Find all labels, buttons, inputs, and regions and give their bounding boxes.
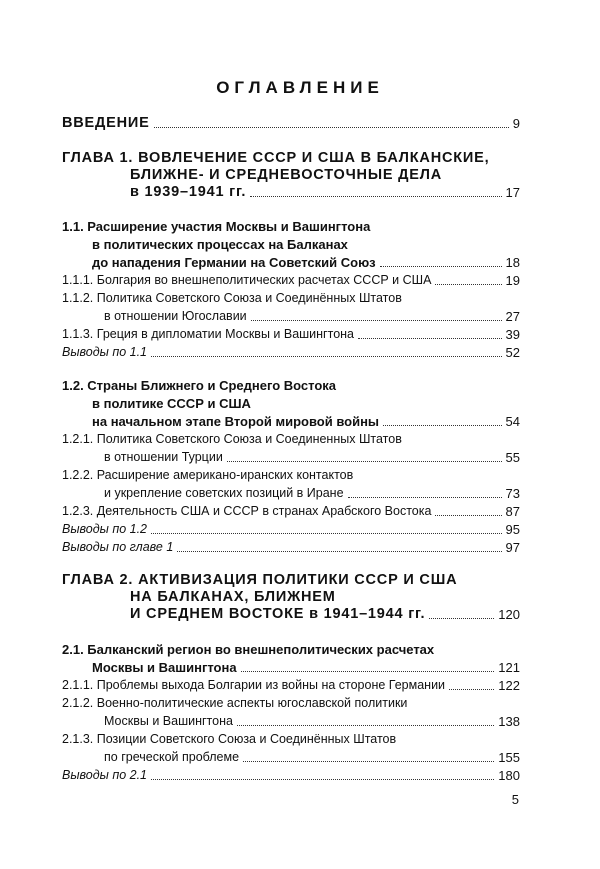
leader-dots	[241, 670, 495, 672]
chapter-1-title-line-2: БЛИЖНЕ- И СРЕДНЕВОСТОЧНЫЕ ДЕЛА	[130, 167, 442, 183]
page-number: 180	[498, 768, 520, 783]
leader-dots	[151, 532, 502, 534]
toc-entry-1-2-1[interactable]	[104, 450, 520, 465]
toc-entry-2-1-1[interactable]	[62, 678, 520, 693]
leader-dots	[429, 617, 494, 619]
page-title: ОГЛАВЛЕНИЕ	[216, 78, 384, 97]
entry-title: и укрепление советских позиций в Иране	[104, 486, 344, 500]
toc-entry-conclusions-chapter-1[interactable]	[62, 540, 520, 555]
section-1-2-title-line-2: в политике СССР и США	[92, 396, 251, 411]
chapter-1-title-line-1: ГЛАВА 1. ВОВЛЕЧЕНИЕ СССР И США В БАЛКАНСКИЕ,	[62, 150, 490, 166]
leader-dots	[348, 496, 502, 498]
page-number: 122	[498, 678, 520, 693]
entry-title: Москвы и Вашингтона	[92, 660, 237, 675]
leader-dots	[435, 283, 501, 285]
leader-dots	[243, 760, 494, 762]
toc-entry-conclusions-1-2[interactable]	[62, 522, 520, 537]
page-number: 121	[498, 660, 520, 675]
section-2-1-3-title-line-1: 2.1.3. Позиции Советского Союза и Соединённых Штатов	[62, 732, 397, 746]
page-number: 97	[505, 540, 520, 555]
toc-entry-chapter-1[interactable]	[130, 185, 520, 200]
page-number: 19	[505, 273, 520, 288]
toc-entry-1-2[interactable]	[92, 414, 520, 429]
section-1-1-2-title-line-1: 1.1.2. Политика Советского Союза и Соединённых Штатов	[62, 291, 402, 305]
entry-title: Выводы по 2.1	[62, 768, 147, 782]
page-number: 27	[505, 309, 520, 324]
toc-entry-conclusions-2-1[interactable]	[62, 768, 520, 783]
section-2-1-title-line-1: 2.1. Балканский регион во внешнеполитических расчетах	[62, 642, 435, 657]
page-number: 17	[505, 185, 520, 200]
page-folio: 5	[511, 792, 519, 807]
page-number: 52	[505, 345, 520, 360]
page-number: 55	[505, 450, 520, 465]
entry-title: в отношении Турции	[104, 450, 223, 464]
page-number: 73	[505, 486, 520, 501]
page-number: 9	[512, 116, 520, 131]
leader-dots	[383, 424, 502, 426]
page-number: 18	[505, 255, 520, 270]
page-number: 155	[498, 750, 520, 765]
entry-title: по греческой проблеме	[104, 750, 240, 764]
toc-entry-1-1-1[interactable]	[62, 273, 520, 288]
leader-dots	[177, 550, 501, 552]
leader-dots	[154, 126, 509, 128]
page-number: 138	[498, 714, 520, 729]
entry-title: на начальном этапе Второй мировой войны	[92, 414, 380, 429]
leader-dots	[358, 337, 502, 339]
page-number: 120	[498, 607, 520, 622]
entry-title: в отношении Югославии	[104, 309, 247, 323]
page-number: 95	[505, 522, 520, 537]
section-1-2-title-line-1: 1.2. Страны Ближнего и Среднего Востока	[62, 378, 337, 393]
leader-dots	[250, 195, 501, 197]
section-1-2-2-title-line-1: 1.2.2. Расширение американо-иранских контактов	[62, 468, 354, 482]
toc-entry-1-2-3[interactable]	[62, 504, 520, 519]
entry-title: Выводы по 1.1	[62, 345, 147, 359]
toc-entry-chapter-2[interactable]	[130, 607, 520, 622]
entry-title: до нападения Германии на Советский Союз	[92, 255, 376, 270]
leader-dots	[227, 460, 502, 462]
entry-title: 1.1.3. Греция в дипломатии Москвы и Вашингтона	[62, 327, 355, 341]
section-2-1-2-title-line-1: 2.1.2. Военно-политические аспекты югославской политики	[62, 696, 408, 710]
chapter-2-title-line-1: ГЛАВА 2. АКТИВИЗАЦИЯ ПОЛИТИКИ СССР И США	[62, 572, 458, 588]
entry-title: Выводы по 1.2	[62, 522, 147, 536]
toc-entry-1-1-2[interactable]	[104, 309, 520, 324]
page-number: 54	[505, 414, 520, 429]
entry-title: Выводы по главе 1	[62, 540, 174, 554]
entry-title: ВВЕДЕНИЕ	[62, 115, 150, 131]
leader-dots	[151, 778, 494, 780]
entry-title: И СРЕДНЕМ ВОСТОКЕ в 1941–1944 гг.	[130, 606, 426, 622]
page-number: 87	[505, 504, 520, 519]
page-number: 39	[505, 327, 520, 342]
toc-entry-2-1-3[interactable]	[104, 750, 520, 765]
entry-title: 1.2.3. Деятельность США и СССР в странах Арабского Востока	[62, 504, 432, 518]
leader-dots	[435, 514, 501, 516]
toc-entry-conclusions-1-1[interactable]	[62, 345, 520, 360]
entry-title: Москвы и Вашингтона	[104, 714, 233, 728]
toc-entry-2-1-2[interactable]	[104, 714, 520, 729]
section-1-1-title-line-2: в политических процессах на Балканах	[92, 237, 348, 252]
entry-title: 1.1.1. Болгария во внешнеполитических расчетах СССР и США	[62, 273, 432, 287]
entry-title: 2.1.1. Проблемы выхода Болгарии из войны на стороне Германии	[62, 678, 446, 692]
leader-dots	[251, 319, 502, 321]
leader-dots	[151, 355, 502, 357]
toc-entry-2-1[interactable]	[92, 660, 520, 675]
entry-title: в 1939–1941 гг.	[130, 184, 247, 200]
section-1-1-title-line-1: 1.1. Расширение участия Москвы и Вашингтона	[62, 219, 371, 234]
leader-dots	[380, 265, 502, 267]
toc-entry-1-1-3[interactable]	[62, 327, 520, 342]
chapter-2-title-line-2: НА БАЛКАНАХ, БЛИЖНЕМ	[130, 589, 336, 605]
leader-dots	[449, 688, 494, 690]
toc-entry-intro[interactable]	[62, 116, 520, 131]
toc-entry-1-2-2[interactable]	[104, 486, 520, 501]
section-1-2-1-title-line-1: 1.2.1. Политика Советского Союза и Соединенных Штатов	[62, 432, 402, 446]
leader-dots	[237, 724, 494, 726]
toc-entry-1-1[interactable]	[92, 255, 520, 270]
